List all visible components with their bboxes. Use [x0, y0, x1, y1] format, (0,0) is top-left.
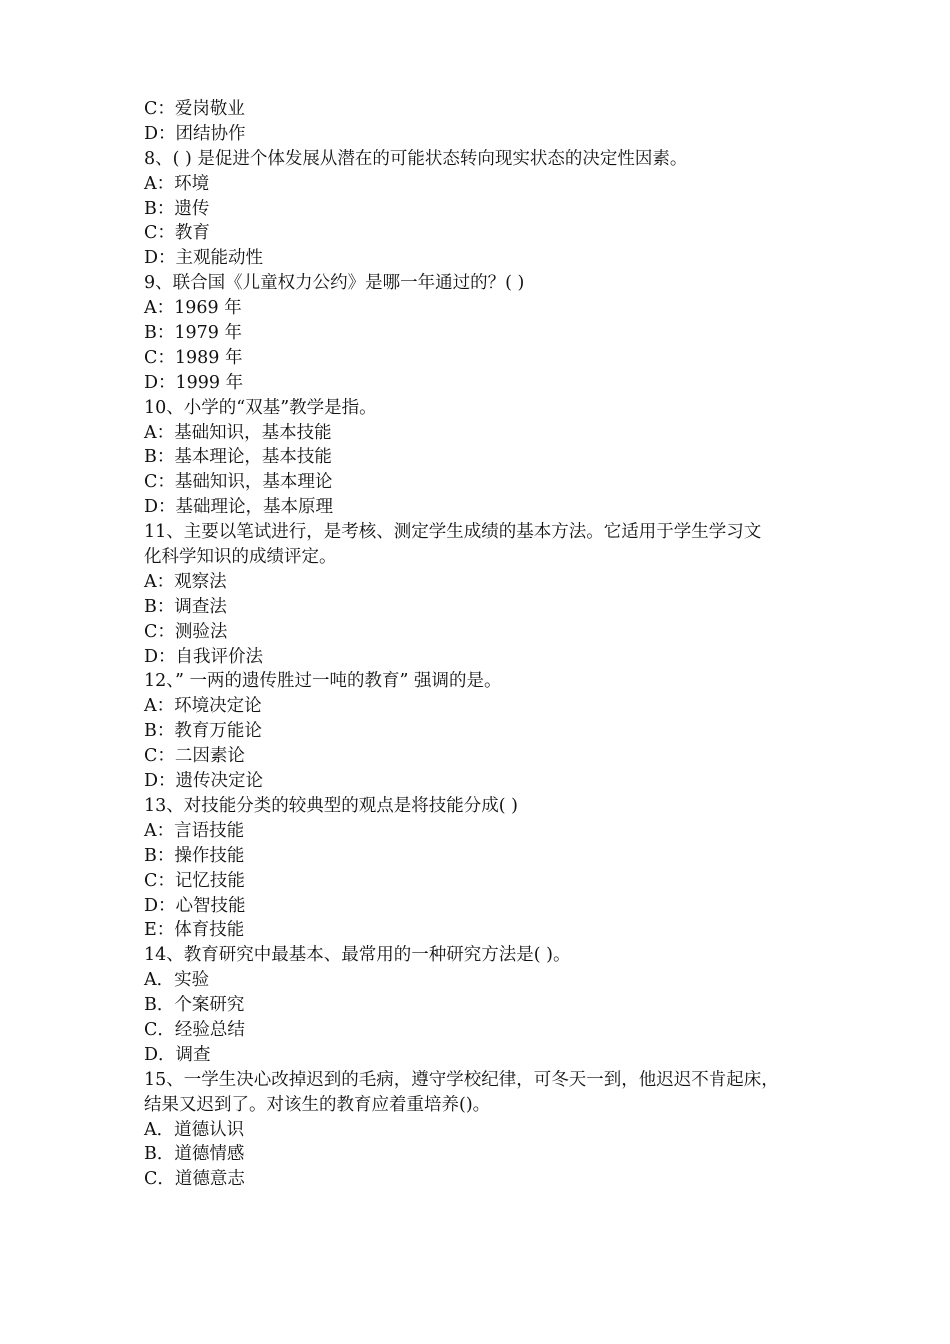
- option-line: D：1999 年: [144, 372, 244, 393]
- option-line: C：教育: [144, 223, 210, 244]
- option-line: C：测验法: [144, 621, 228, 642]
- question-11-continued: 化科学知识的成绩评定。: [144, 547, 337, 568]
- option-line: B．个案研究: [144, 995, 245, 1016]
- option-line: C：1989 年: [144, 347, 243, 368]
- option-line: D：遗传决定论: [144, 771, 264, 792]
- option-line: E：体育技能: [144, 920, 245, 941]
- option-line: B：遗传: [144, 198, 210, 219]
- question-10: 10、小学的“双基”教学是指。: [144, 397, 377, 418]
- question-12: 12、” 一两的遗传胜过一吨的教育” 强调的是。: [144, 671, 502, 692]
- option-line: C．道德意志: [144, 1169, 245, 1190]
- option-line: B：调查法: [144, 596, 227, 617]
- option-line: A：言语技能: [144, 820, 245, 841]
- option-line: C．经验总结: [144, 1019, 245, 1040]
- option-line: A：环境决定论: [144, 696, 262, 717]
- question-11: 11、主要以笔试进行，是考核、测定学生成绩的基本方法。它适用于学生学习文: [144, 522, 762, 543]
- question-13: 13、对技能分类的较典型的观点是将技能分成( ): [144, 795, 518, 816]
- option-line: A：环境: [144, 173, 210, 194]
- option-line: B：1979 年: [144, 323, 242, 344]
- option-line: D：心智技能: [144, 895, 246, 916]
- option-line: A．实验: [144, 970, 210, 991]
- option-line: D：团结协作: [144, 123, 246, 144]
- option-line: C：二因素论: [144, 746, 245, 767]
- option-line: B：基本理论，基本技能: [144, 447, 332, 468]
- option-line: D：自我评价法: [144, 646, 264, 667]
- question-text-block: [144, 97, 824, 1192]
- option-line: D．调查: [144, 1044, 211, 1065]
- option-line: A．道德认识: [144, 1119, 245, 1140]
- option-line: B．道德情感: [144, 1144, 245, 1165]
- option-line: A：观察法: [144, 571, 227, 592]
- option-line: C：记忆技能: [144, 870, 245, 891]
- question-9: 9、联合国《儿童权力公约》是哪一年通过的？( ): [144, 273, 525, 294]
- question-15: 15、一学生决心改掉迟到的毛病，遵守学校纪律，可冬天一到，他迟迟不肯起床，: [144, 1069, 779, 1090]
- option-line: D：主观能动性: [144, 248, 264, 269]
- option-line: B：教育万能论: [144, 721, 262, 742]
- option-line: B：操作技能: [144, 845, 245, 866]
- question-15-continued: 结果又迟到了。对该生的教育应着重培养()。: [144, 1094, 491, 1115]
- question-14: 14、教育研究中最基本、最常用的一种研究方法是( )。: [144, 945, 571, 966]
- option-line: C：爱岗敬业: [144, 99, 245, 119]
- option-line: C：基础知识，基本理论: [144, 472, 333, 493]
- question-8: 8、( ) 是促进个体发展从潜在的可能状态转向现实状态的决定性因素。: [144, 148, 688, 169]
- option-line: A：1969 年: [144, 298, 242, 319]
- option-line: D：基础理论，基本原理: [144, 497, 334, 518]
- option-line: A：基础知识，基本技能: [144, 422, 332, 443]
